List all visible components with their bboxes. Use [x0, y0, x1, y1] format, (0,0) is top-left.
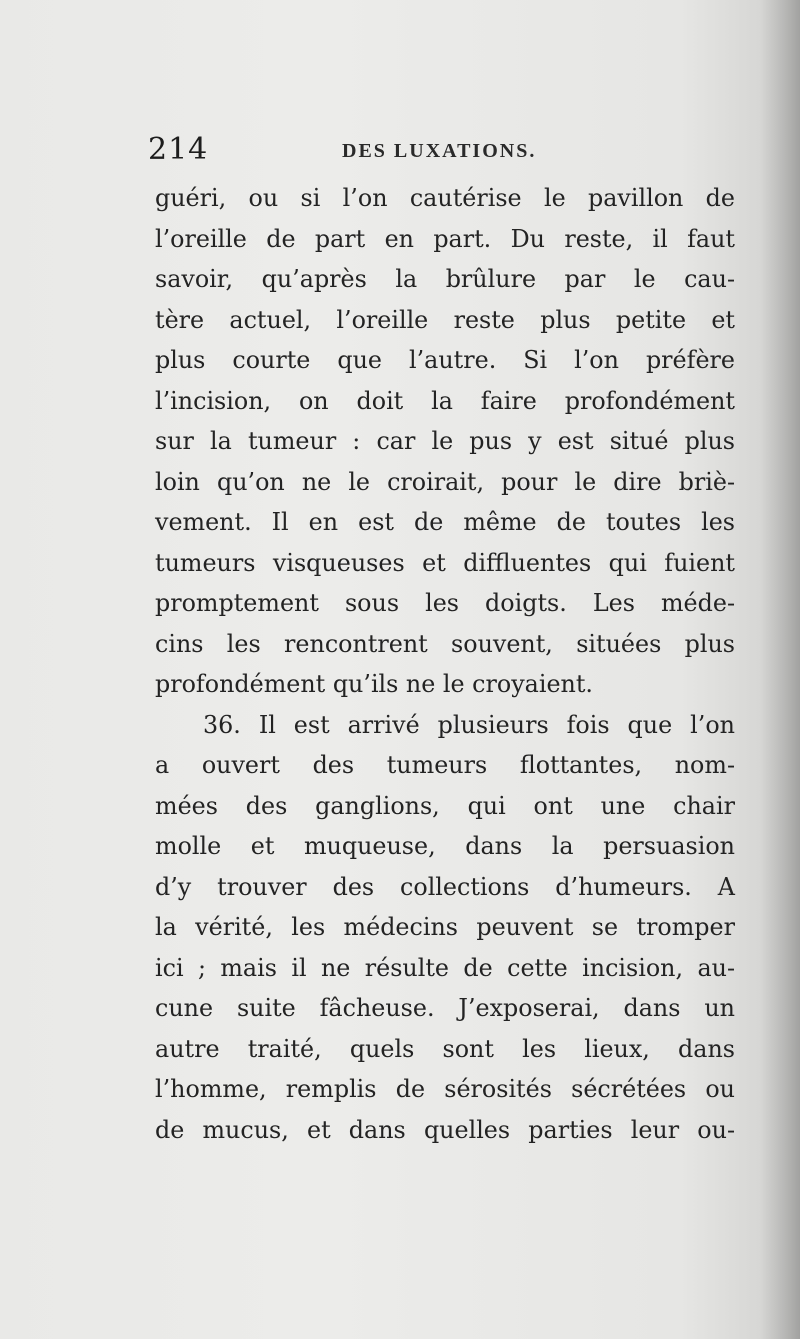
body-text: [155, 178, 735, 1150]
text-line: d’y trouver des collections d’humeurs. A: [155, 872, 735, 901]
page-number: 214: [148, 132, 209, 167]
text-line: guéri, ou si l’on cautérise le pavillon de: [155, 184, 735, 212]
text-line: autre traité, quels sont les lieux, dans: [155, 1034, 735, 1063]
text-line: tumeurs visqueuses et diffluentes qui fuient: [155, 548, 735, 577]
text-line: savoir, qu’après la brûlure par le cau-: [155, 265, 735, 293]
text-line: promptement sous les doigts. Les méde-: [155, 589, 735, 617]
text-line: plus courte que l’autre. Si l’on préfère: [155, 346, 735, 374]
text-line: molle et muqueuse, dans la persuasion: [155, 832, 735, 860]
text-line: sur la tumeur : car le pus y est situé plus: [155, 427, 735, 455]
text-line: l’oreille de part en part. Du reste, il faut: [155, 224, 735, 253]
text-line: de mucus, et dans quelles parties leur ou-: [155, 1115, 735, 1144]
text-line: vement. Il en est de même de toutes les: [155, 508, 735, 536]
text-line: loin qu’on ne le croirait, pour le dire briè-: [155, 467, 735, 496]
text-line: cune suite fâcheuse. J’exposerai, dans un: [155, 994, 735, 1022]
text-line: ici ; mais il ne résulte de cette incision, au-: [155, 953, 735, 982]
text-line: a ouvert des tumeurs flottantes, nom-: [155, 751, 735, 779]
text-line: la vérité, les médecins peuvent se tromper: [155, 913, 735, 941]
text-line: l’homme, remplis de sérosités sécrétées ou: [155, 1075, 735, 1103]
text-line: l’incision, on doit la faire profondément: [155, 386, 735, 415]
paragraph-36-first-line: 36. Il est arrivé plusieurs fois que l’on: [203, 710, 735, 739]
text-line: mées des ganglions, qui ont une chair: [155, 791, 735, 820]
running-head: DES LUXATIONS.: [342, 140, 537, 162]
page-header: [148, 132, 738, 172]
text-line: cins les rencontrent souvent, situées plus: [155, 629, 735, 658]
paragraph-end-line: profondément qu’ils ne le croyaient.: [155, 670, 593, 698]
text-line: tère actuel, l’oreille reste plus petite et: [155, 305, 735, 334]
page-edge-shadow: [760, 0, 800, 1339]
